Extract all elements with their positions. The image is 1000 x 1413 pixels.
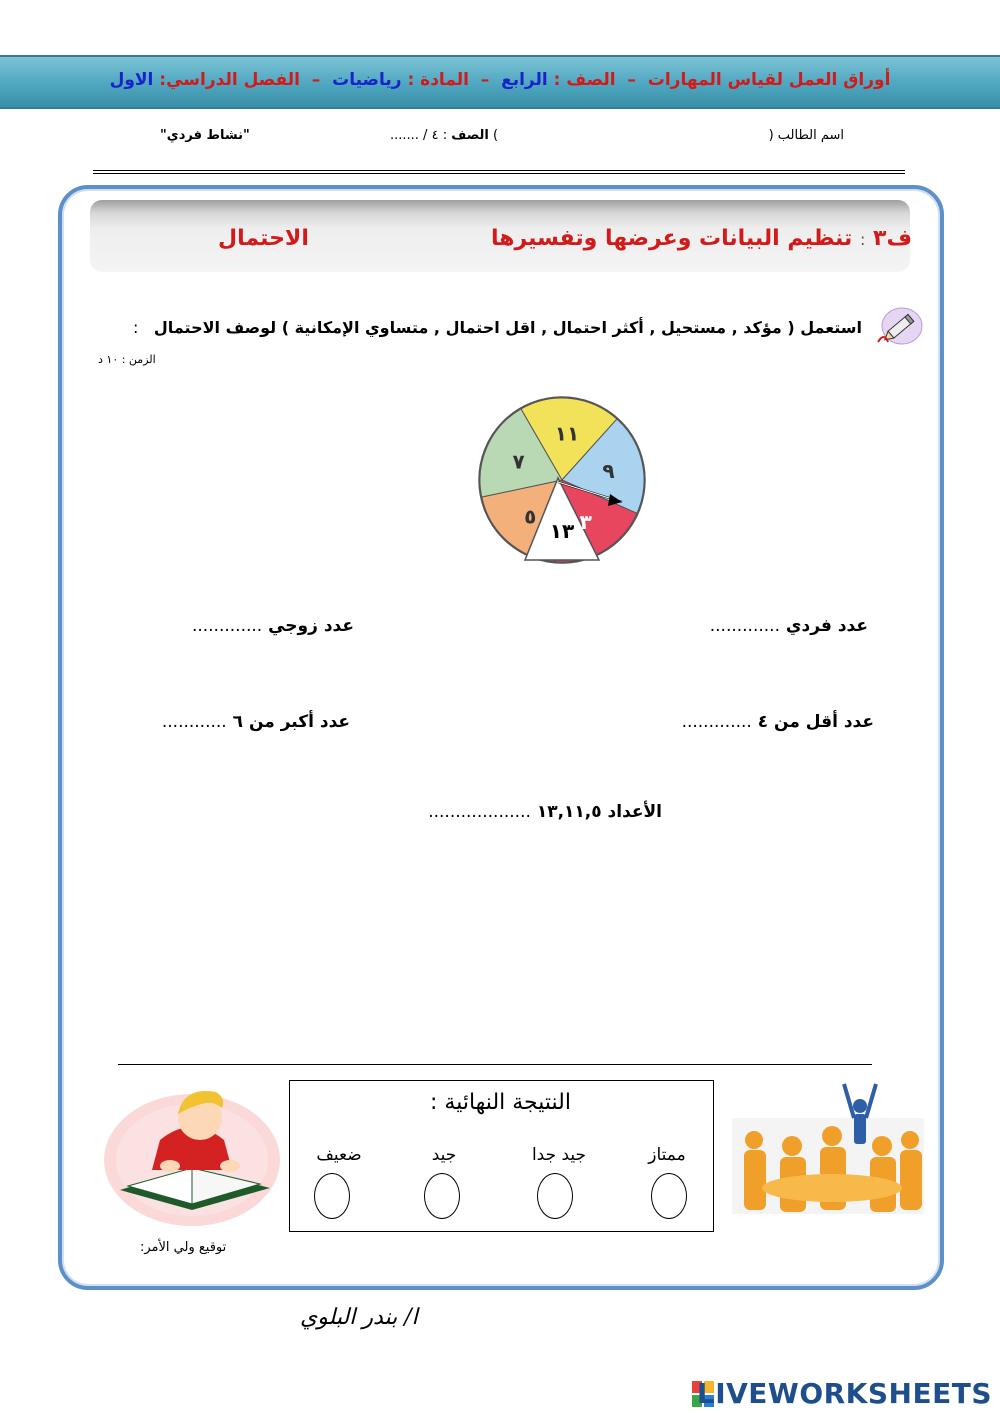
class-value: : ٤ / ....... — [390, 128, 448, 143]
boy-reading-illustration — [100, 1080, 285, 1230]
grade-good-circle[interactable] — [424, 1173, 460, 1219]
spinner-sector-label: ٧ — [512, 449, 525, 474]
header-divider — [93, 170, 905, 174]
header-term-label: الفصل الدراسي: — [159, 70, 300, 90]
grade-weak-circle[interactable] — [314, 1173, 350, 1219]
footer-divider — [118, 1064, 872, 1065]
pencil-icon — [874, 304, 926, 350]
question-greater-than-6: عدد أكبر من ٦ ............ — [161, 712, 350, 732]
time-note: الزمن : ١٠ د — [98, 353, 156, 366]
answer-blank[interactable]: ............. — [191, 616, 263, 636]
spinner-sector-label: ١١ — [554, 421, 580, 446]
header-subject-value: رياضيات — [332, 70, 402, 90]
header-grade-value: الرابع — [501, 70, 548, 90]
answer-blank[interactable]: ............ — [161, 712, 227, 732]
answer-blank[interactable]: ............. — [709, 616, 780, 636]
lesson-title: ف٣ : تنظيم البيانات وعرضها وتفسيرها — [490, 226, 912, 251]
lesson-code: ف٣ — [873, 226, 912, 251]
team-celebration-illustration — [732, 1078, 924, 1214]
header-term-value: الاول — [109, 70, 154, 90]
answer-blank[interactable]: ................... — [428, 802, 531, 822]
lesson-topic: الاحتمال — [218, 226, 309, 251]
author-signature: ا/ بندر البلوي — [300, 1305, 418, 1330]
student-class: ) الصف : ٤ / ....... — [390, 128, 499, 143]
spinner-center-label: ١٣ — [549, 519, 575, 543]
class-label: الصف — [451, 128, 489, 143]
header-text: أوراق العمل لقياس المهارات – الصف : الرابع – المادة : رياضيات – الفصل الدراسي: الاول — [109, 70, 891, 90]
grade-excellent-circle[interactable] — [651, 1173, 687, 1219]
question-odd: عدد فردي ............. — [709, 616, 868, 636]
lesson-title-text: تنظيم البيانات وعرضها وتفسيرها — [490, 226, 853, 251]
brand-name: LIVEWORKSHEETS — [696, 1377, 992, 1410]
spinner-sector-label: ٣ — [579, 510, 592, 535]
probability-spinner — [472, 390, 652, 570]
grade-very-good-label: جيد جدا — [531, 1145, 587, 1165]
question-less-than-4: عدد أقل من ٤ ............. — [681, 712, 874, 732]
answer-blank[interactable]: ............. — [681, 712, 752, 732]
question-numbers: الأعداد ١٣,١١,٥ ................... — [428, 802, 662, 822]
guardian-signature-label: توقيع ولي الأمر: — [140, 1240, 227, 1255]
activity-label: "نشاط فردي" — [160, 128, 250, 143]
spinner-sector-label: ٥ — [524, 504, 537, 529]
grade-very-good-circle[interactable] — [537, 1173, 573, 1219]
grade-excellent-label: ممتاز — [648, 1145, 686, 1165]
header-subject-label: المادة : — [407, 70, 469, 90]
grade-weak-label: ضعيف — [316, 1145, 362, 1165]
instruction-text: استعمل ( مؤكد , مستحيل , أكثر احتمال , اقل احتمال , متساوي الإمكانية ) لوصف الاحتمال : — [132, 318, 862, 337]
header-grade-label: الصف : — [553, 70, 616, 90]
student-name-label: اسم الطالب ( — [768, 128, 844, 143]
grade-good-label: جيد — [431, 1145, 457, 1165]
spinner-sector-label: ٩ — [602, 459, 615, 484]
question-even: عدد زوجي ............. — [191, 616, 354, 636]
result-title: النتيجة النهائية : — [430, 1090, 571, 1115]
header-part1: أوراق العمل لقياس المهارات — [647, 70, 891, 90]
